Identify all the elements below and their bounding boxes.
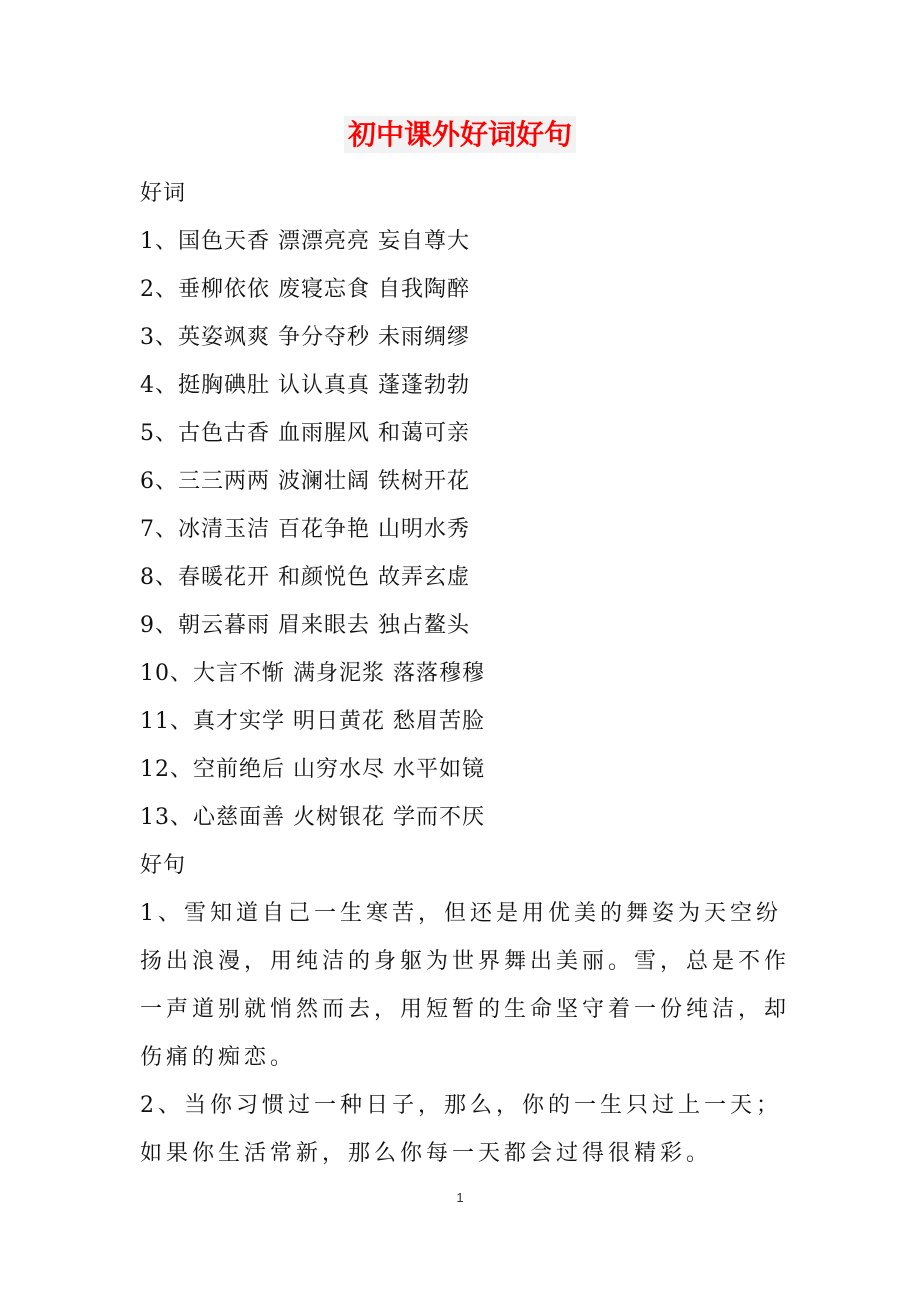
document-title xyxy=(0,114,920,156)
word-line: 2、垂柳依依 废寝忘食 自我陶醉 xyxy=(140,277,470,302)
word-line: 7、冰清玉洁 百花争艳 山明水秀 xyxy=(140,517,470,542)
word-line: 12、空前绝后 山穷水尽 水平如镜 xyxy=(140,757,485,782)
word-line: 6、三三两两 波澜壮阔 铁树开花 xyxy=(140,469,470,494)
word-line: 1、国色天香 漂漂亮亮 妄自尊大 xyxy=(140,229,470,254)
word-line: 13、心慈面善 火树银花 学而不厌 xyxy=(140,805,485,830)
word-line: 5、古色古香 血雨腥风 和蔼可亲 xyxy=(140,421,470,446)
word-line: 8、春暖花开 和颜悦色 故弄玄虚 xyxy=(140,565,470,590)
word-line: 3、英姿飒爽 争分夺秒 未雨绸缪 xyxy=(140,325,470,350)
sentence-paragraph: 1、雪知道自己一生寒苦，但还是用优美的舞姿为天空纷扬出浪漫，用纯洁的身躯为世界舞出美丽。雪，总是不作一声道别就悄然而去，用短暂的生命坚守着一份纯洁，却伤痛的痴恋。 xyxy=(140,901,791,1070)
sentence-paragraph: 2、当你习惯过一种日子，那么，你的一生只过上一天；如果你生活常新，那么你每一天都会过得很精彩。 xyxy=(140,1093,782,1166)
word-line: 11、真才实学 明日黄花 愁眉苦脸 xyxy=(140,709,485,734)
word-line: 4、挺胸碘肚 认认真真 蓬蓬勃勃 xyxy=(140,373,470,398)
document-body xyxy=(140,170,790,1178)
word-line: 10、大言不惭 满身泥浆 落落穆穆 xyxy=(140,661,485,686)
sentences-heading: 好句 xyxy=(140,853,187,878)
words-heading: 好词 xyxy=(140,181,187,206)
word-line: 9、朝云暮雨 眉来眼去 独占鳌头 xyxy=(140,613,470,638)
page-number: 1 xyxy=(456,1190,464,1205)
title-text: 初中课外好词好句 xyxy=(344,116,576,153)
